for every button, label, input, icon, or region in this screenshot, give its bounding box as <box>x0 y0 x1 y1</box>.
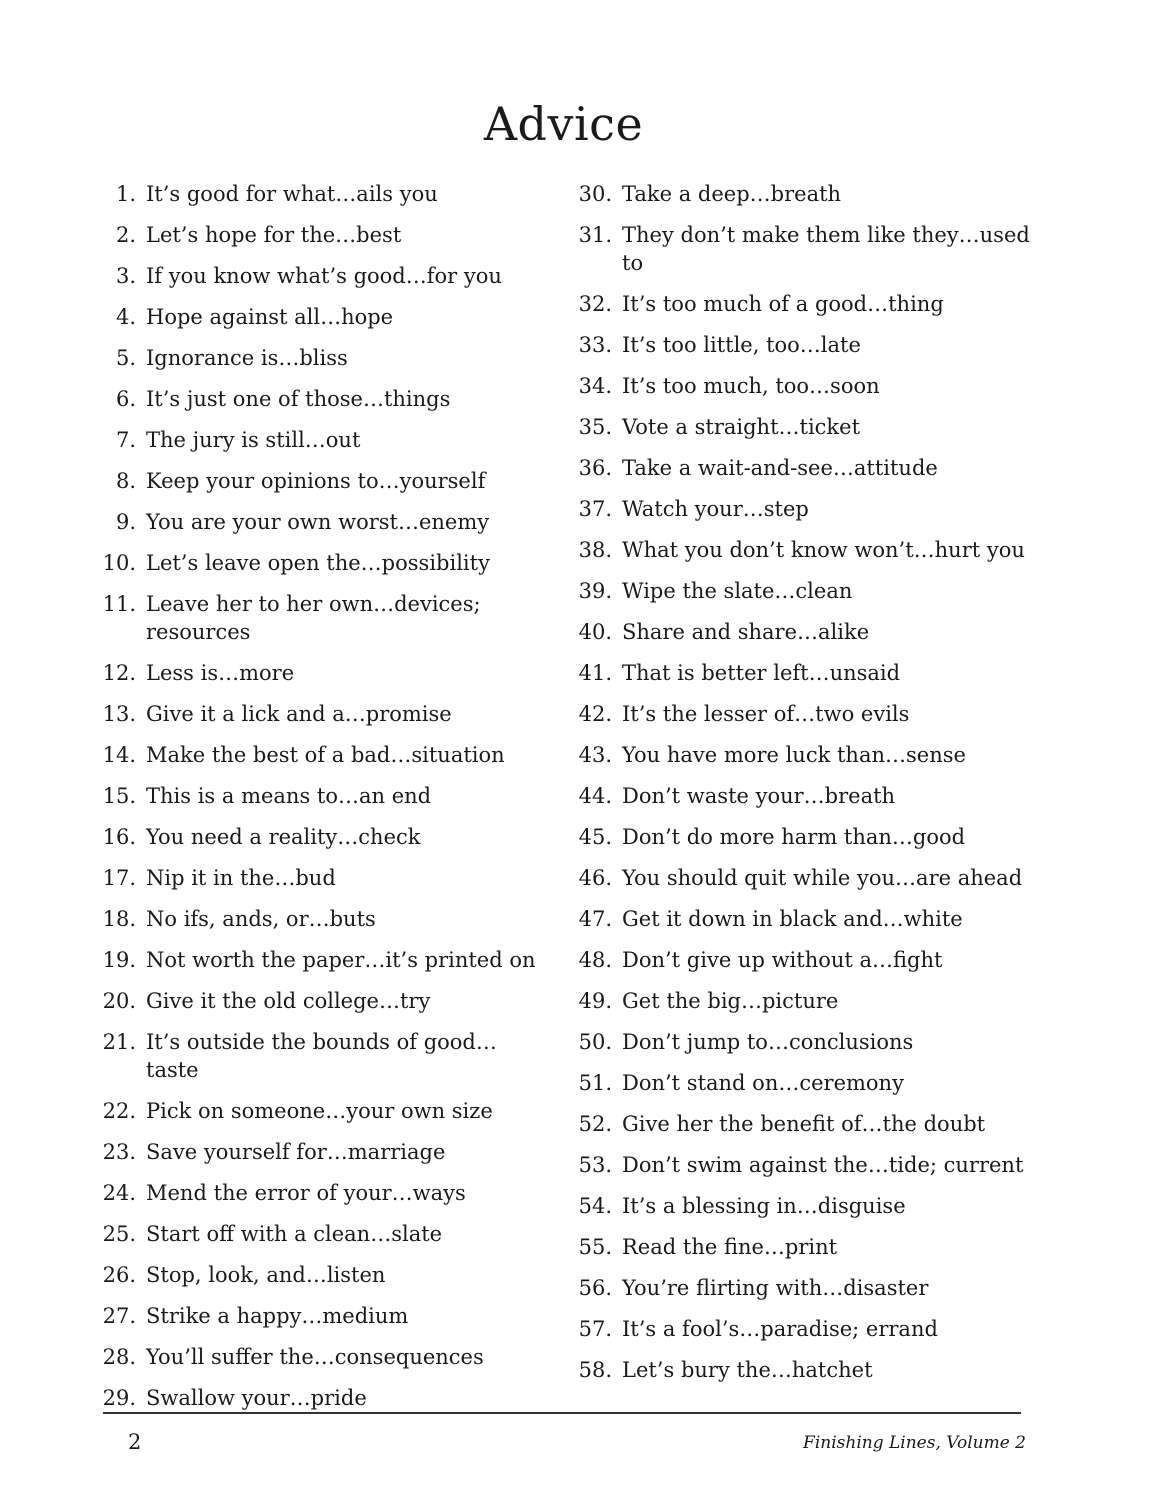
item-number: 14. <box>102 743 136 767</box>
list-item <box>96 1028 546 1084</box>
list-item <box>96 549 546 577</box>
item-number: 16. <box>102 825 136 849</box>
page-number: 2 <box>128 1430 142 1454</box>
list-item <box>572 618 1032 646</box>
item-number: 36. <box>578 456 612 480</box>
list-item <box>96 1138 546 1166</box>
item-text: It’s too much of a good…thing <box>622 292 944 316</box>
item-number: 20. <box>102 989 136 1013</box>
item-text: Take a deep…breath <box>622 182 842 206</box>
item-text: It’s outside the bounds of good…taste <box>146 1030 497 1082</box>
list-item <box>572 1233 1032 1261</box>
item-number: 13. <box>102 702 136 726</box>
item-text: You should quit while you…are ahead <box>622 866 1023 890</box>
item-number: 35. <box>578 415 612 439</box>
item-text: Swallow your…pride <box>146 1386 367 1410</box>
list-item <box>96 946 546 974</box>
item-text: Vote a straight…ticket <box>622 415 861 439</box>
item-number: 41. <box>578 661 612 685</box>
item-text: Don’t jump to…conclusions <box>622 1030 914 1054</box>
item-text: Strike a happy…medium <box>146 1304 409 1328</box>
list-item <box>572 700 1032 728</box>
item-number: 9. <box>115 510 136 534</box>
list-item <box>96 1343 546 1371</box>
list-item <box>572 905 1032 933</box>
list-item <box>96 262 546 290</box>
item-text: This is a means to…an end <box>146 784 432 808</box>
item-text: It’s too little, too…late <box>622 333 861 357</box>
list-item <box>96 1220 546 1248</box>
item-number: 45. <box>578 825 612 849</box>
item-text: It’s a fool’s…paradise; errand <box>622 1317 938 1341</box>
item-text: Read the fine…print <box>622 1235 838 1259</box>
item-number: 51. <box>578 1071 612 1095</box>
item-number: 10. <box>102 551 136 575</box>
item-number: 24. <box>102 1181 136 1205</box>
list-item <box>572 1274 1032 1302</box>
list-item <box>96 467 546 495</box>
item-text: The jury is still…out <box>146 428 361 452</box>
list-item <box>96 426 546 454</box>
item-text: Get the big…picture <box>622 989 839 1013</box>
list-item <box>572 823 1032 851</box>
list-item <box>572 741 1032 769</box>
list-item <box>572 782 1032 810</box>
list-item <box>96 344 546 372</box>
list-item <box>572 536 1032 564</box>
item-number: 22. <box>102 1099 136 1123</box>
item-text: You’re flirting with…disaster <box>622 1276 929 1300</box>
item-text: You need a reality…check <box>146 825 421 849</box>
list-item <box>96 180 546 208</box>
item-text: Nip it in the…bud <box>146 866 336 890</box>
list-item <box>572 1028 1032 1056</box>
item-number: 32. <box>578 292 612 316</box>
right-column-list <box>572 180 1032 1397</box>
list-item <box>96 700 546 728</box>
item-number: 15. <box>102 784 136 808</box>
item-number: 42. <box>578 702 612 726</box>
item-text: It’s just one of those…things <box>146 387 451 411</box>
item-text: You are your own worst…enemy <box>146 510 490 534</box>
list-item <box>96 782 546 810</box>
list-item <box>572 1151 1032 1179</box>
item-number: 34. <box>578 374 612 398</box>
item-number: 58. <box>578 1358 612 1382</box>
item-number: 1. <box>115 182 136 206</box>
item-text: You’ll suffer the…consequences <box>146 1345 484 1369</box>
item-text: Get it down in black and…white <box>622 907 963 931</box>
item-text: Wipe the slate…clean <box>622 579 853 603</box>
item-number: 33. <box>578 333 612 357</box>
list-item <box>96 590 546 646</box>
list-item <box>572 290 1032 318</box>
item-number: 57. <box>578 1317 612 1341</box>
list-item <box>572 987 1032 1015</box>
list-item <box>96 1179 546 1207</box>
item-number: 53. <box>578 1153 612 1177</box>
item-number: 25. <box>102 1222 136 1246</box>
list-item <box>572 221 1032 277</box>
list-item <box>96 823 546 851</box>
list-item <box>96 987 546 1015</box>
item-number: 11. <box>102 592 136 616</box>
list-item <box>96 385 546 413</box>
list-item <box>572 495 1032 523</box>
list-item <box>96 1097 546 1125</box>
item-text: Save yourself for…marriage <box>146 1140 446 1164</box>
item-text: Not worth the paper…it’s printed on <box>146 948 536 972</box>
item-number: 4. <box>115 305 136 329</box>
item-text: Don’t stand on…ceremony <box>622 1071 904 1095</box>
footer-divider <box>103 1412 1021 1414</box>
item-text: Leave her to her own…devices; resources <box>146 592 481 644</box>
item-text: Pick on someone…your own size <box>146 1099 493 1123</box>
item-number: 54. <box>578 1194 612 1218</box>
item-number: 31. <box>578 223 612 247</box>
item-text: It’s too much, too…soon <box>622 374 880 398</box>
item-number: 5. <box>115 346 136 370</box>
item-text: Let’s leave open the…possibility <box>146 551 490 575</box>
item-text: Watch your…step <box>622 497 809 521</box>
item-text: Give it the old college…try <box>146 989 431 1013</box>
item-text: Give it a lick and a…promise <box>146 702 452 726</box>
item-text: If you know what’s good…for you <box>146 264 502 288</box>
item-text: Start off with a clean…slate <box>146 1222 443 1246</box>
list-item <box>572 1315 1032 1343</box>
item-text: It’s a blessing in…disguise <box>622 1194 906 1218</box>
item-text: Don’t do more harm than…good <box>622 825 966 849</box>
list-item <box>96 221 546 249</box>
item-text: Keep your opinions to…yourself <box>146 469 486 493</box>
item-number: 8. <box>115 469 136 493</box>
list-item <box>96 1384 546 1412</box>
item-text: Don’t waste your…breath <box>622 784 896 808</box>
item-text: Don’t swim against the…tide; current <box>622 1153 1024 1177</box>
item-number: 44. <box>578 784 612 808</box>
item-text: Mend the error of your…ways <box>146 1181 466 1205</box>
item-text: Give her the benefit of…the doubt <box>622 1112 986 1136</box>
item-text: It’s the lesser of…two evils <box>622 702 910 726</box>
list-item <box>96 659 546 687</box>
list-item <box>96 905 546 933</box>
item-number: 29. <box>102 1386 136 1410</box>
list-item <box>572 1110 1032 1138</box>
item-number: 27. <box>102 1304 136 1328</box>
list-item <box>96 741 546 769</box>
list-item <box>96 508 546 536</box>
item-number: 43. <box>578 743 612 767</box>
item-number: 55. <box>578 1235 612 1259</box>
list-item <box>572 372 1032 400</box>
item-text: They don’t make them like they…used to <box>622 223 1030 275</box>
item-number: 26. <box>102 1263 136 1287</box>
item-number: 17. <box>102 866 136 890</box>
list-item <box>96 1302 546 1330</box>
item-number: 38. <box>578 538 612 562</box>
item-text: What you don’t know won’t…hurt you <box>622 538 1025 562</box>
left-column-list <box>96 180 546 1425</box>
item-number: 37. <box>578 497 612 521</box>
item-number: 40. <box>578 620 612 644</box>
list-item <box>96 1261 546 1289</box>
item-number: 23. <box>102 1140 136 1164</box>
item-number: 28. <box>102 1345 136 1369</box>
item-number: 7. <box>115 428 136 452</box>
item-text: No ifs, ands, or…buts <box>146 907 376 931</box>
item-text: Less is…more <box>146 661 295 685</box>
item-number: 18. <box>102 907 136 931</box>
item-text: Hope against all…hope <box>146 305 394 329</box>
item-number: 47. <box>578 907 612 931</box>
list-item <box>572 331 1032 359</box>
list-item <box>572 454 1032 482</box>
list-item <box>572 1069 1032 1097</box>
list-item <box>572 413 1032 441</box>
item-text: Take a wait-and-see…attitude <box>622 456 938 480</box>
item-number: 19. <box>102 948 136 972</box>
list-item <box>572 1356 1032 1384</box>
item-number: 52. <box>578 1112 612 1136</box>
item-number: 50. <box>578 1030 612 1054</box>
item-number: 6. <box>115 387 136 411</box>
item-number: 49. <box>578 989 612 1013</box>
list-item <box>96 864 546 892</box>
item-number: 48. <box>578 948 612 972</box>
item-text: Make the best of a bad…situation <box>146 743 505 767</box>
item-text: Let’s bury the…hatchet <box>622 1358 873 1382</box>
item-text: Don’t give up without a…fight <box>622 948 943 972</box>
list-item <box>572 180 1032 208</box>
list-item <box>572 946 1032 974</box>
item-number: 21. <box>102 1030 136 1054</box>
item-number: 2. <box>115 223 136 247</box>
item-text: You have more luck than…sense <box>622 743 966 767</box>
item-number: 46. <box>578 866 612 890</box>
book-title: Finishing Lines, Volume 2 <box>803 1433 1026 1453</box>
item-number: 39. <box>578 579 612 603</box>
list-item <box>96 303 546 331</box>
item-text: That is better left…unsaid <box>622 661 901 685</box>
item-number: 30. <box>578 182 612 206</box>
item-text: Share and share…alike <box>622 620 870 644</box>
item-number: 56. <box>578 1276 612 1300</box>
item-text: Ignorance is…bliss <box>146 346 348 370</box>
list-item <box>572 659 1032 687</box>
item-text: Let’s hope for the…best <box>146 223 402 247</box>
item-text: It’s good for what…ails you <box>146 182 438 206</box>
page-title: Advice <box>483 97 644 151</box>
item-number: 12. <box>102 661 136 685</box>
item-text: Stop, look, and…listen <box>146 1263 386 1287</box>
list-item <box>572 577 1032 605</box>
list-item <box>572 1192 1032 1220</box>
list-item <box>572 864 1032 892</box>
item-number: 3. <box>115 264 136 288</box>
